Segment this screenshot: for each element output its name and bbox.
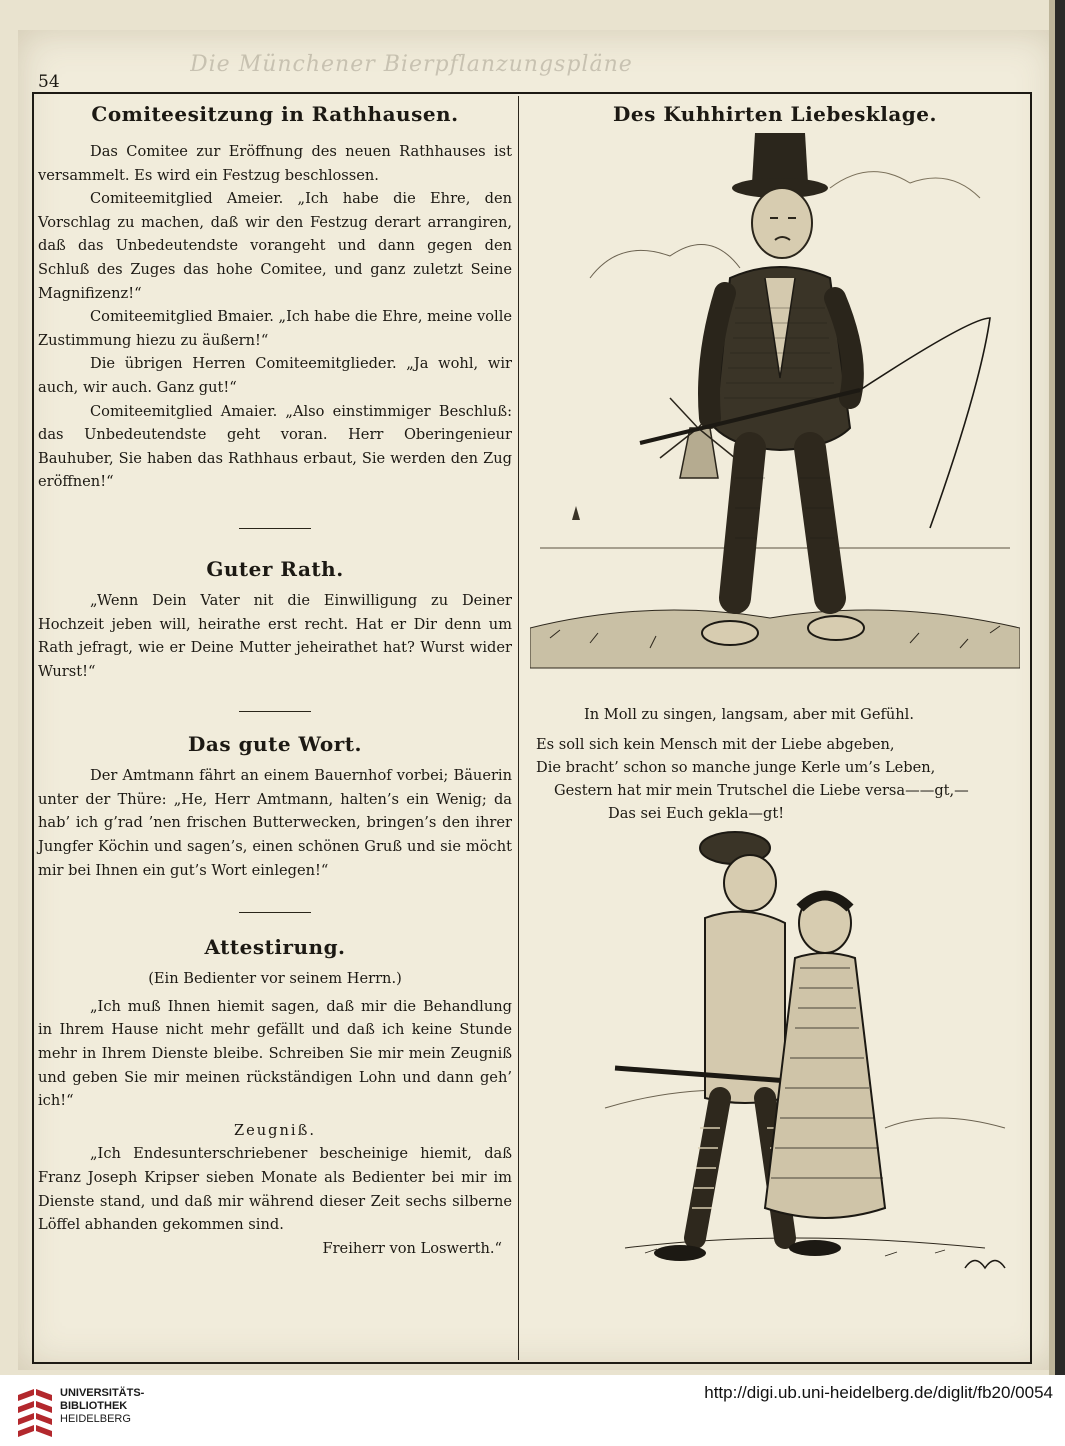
library-name-line: HEIDELBERG <box>60 1413 131 1425</box>
cowherd-illustration <box>530 128 1020 698</box>
article-title-attestirung: Attestirung. <box>204 935 346 960</box>
source-url-link[interactable]: http://digi.ub.uni-heidelberg.de/diglit/fb20/0054 <box>704 1383 1053 1402</box>
footer-bar <box>0 1375 1065 1446</box>
bleed-through-header: Die Münchener Bierpflanzungspläne <box>190 52 633 77</box>
article-paragraph: Comiteemitglied Amaier. „Also einstimmiger Beschluß: das Unbedeutendste geht voran. Herr Oberingenieur Bauhuber, Sie haben das Rathhaus erbaut, Sie werden den Zug eröffnen!“ <box>38 402 512 491</box>
certificate-signature: Freiherr von Loswerth.“ <box>322 1239 502 1257</box>
verse-instruction: In Moll zu singen, langsam, aber mit Gefühl. <box>584 706 914 723</box>
article-title-guter-rath: Guter Rath. <box>206 556 344 581</box>
couple-illustration <box>585 828 1015 1298</box>
certificate-heading: Zeugniß. <box>234 1121 316 1139</box>
library-name <box>60 1387 144 1426</box>
page-number: 54 <box>38 72 60 92</box>
article-title-das-gute-wort: Das gute Wort. <box>188 732 362 757</box>
verse-line: Die bracht’ schon so manche junge Kerle um’s Leben, <box>536 759 936 776</box>
library-name-line: BIBLIOTHEK <box>60 1400 128 1412</box>
poem-title: Des Kuhhirten Liebesklage. <box>613 102 937 126</box>
article-paragraph: „Wenn Dein Vater nit die Einwilligung zu Deiner Hochzeit jeben will, heirathe erst recht. Hat er Dir denn um Rath jefragt, wie er Deine Mutter jeheirathet hat? Wurst wider Wurst!“ <box>38 591 512 680</box>
library-name-line: UNIVERSITÄTS- <box>60 1387 145 1399</box>
verse-line: Gestern hat mir mein Trutschel die Liebe versa——gt,— <box>554 782 969 799</box>
scan-edge <box>1055 0 1065 1375</box>
frame-right-rule <box>1030 92 1032 1364</box>
verse-line: Das sei Euch gekla—gt! <box>608 805 785 822</box>
frame-top-rule <box>32 92 1032 94</box>
frame-bottom-rule <box>32 1362 1032 1364</box>
certificate-text: „Ich Endesunterschriebener bescheinige hiemit, daß Franz Joseph Kripser sieben Monate als Bedienter bei mir im Dienste stand, und daß mir während dieser Zeit sechs silberne Löffel abhanden gekommen sind. <box>38 1145 512 1234</box>
article-paragraph: Die übrigen Herren Comiteemitglieder. „Ja wohl, wir auch, wir auch. Ganz gut!“ <box>38 355 512 396</box>
article-title-comiteesitzung: Comiteesitzung in Rathhausen. <box>91 102 459 126</box>
article-paragraph: Der Amtmann fährt an einem Bauernhof vorbei; Bäuerin unter der Thüre: „He, Herr Amtmann, halten’s ein Wenig; da hab’ ich g’rad ’nen frischen Butterwecken, bringen’s den ihrer Jungfer Köchin und sagen’s, einen schönen Gruß und sie möcht mir bei Ihnen ein gut’s Wort einlegen!“ <box>38 767 512 879</box>
left-column <box>38 96 512 1260</box>
verse-line: Es soll sich kein Mensch mit der Liebe abgeben, <box>536 736 895 753</box>
article-subtitle: (Ein Bedienter vor seinem Herrn.) <box>148 970 402 988</box>
article-paragraph: „Ich muß Ihnen hiemit sagen, daß mir die Behandlung in Ihrem Hause nicht mehr gefällt und daß ich keine Stunde mehr in Ihrem Dienste bleibe. Schreiben Sie mir mein Zeugniß und geben Sie mir meinen rückständigen Lohn und dann geh’ ich!“ <box>38 997 512 1110</box>
article-paragraph: Comiteemitglied Ameier. „Ich habe die Ehre, den Vorschlag zu machen, daß wir den Festzug derart arrangiren, daß das Unbedeutendste vorangeht und dann gegen den Schluß des Zuges das hohe Comitee, und ganz zuletzt Seine Magnifizenz!“ <box>38 190 512 302</box>
column-divider <box>518 96 519 1360</box>
university-library-logo-icon <box>16 1387 54 1437</box>
article-paragraph: Das Comitee zur Eröffnung des neuen Rathhauses ist versammelt. Es wird ein Festzug beschlossen. <box>38 143 512 184</box>
article-paragraph: Comiteemitglied Bmaier. „Ich habe die Ehre, meine volle Zustimmung hiezu zu äußern!“ <box>38 308 512 349</box>
right-column <box>522 96 1028 126</box>
frame-left-rule <box>32 92 34 1364</box>
